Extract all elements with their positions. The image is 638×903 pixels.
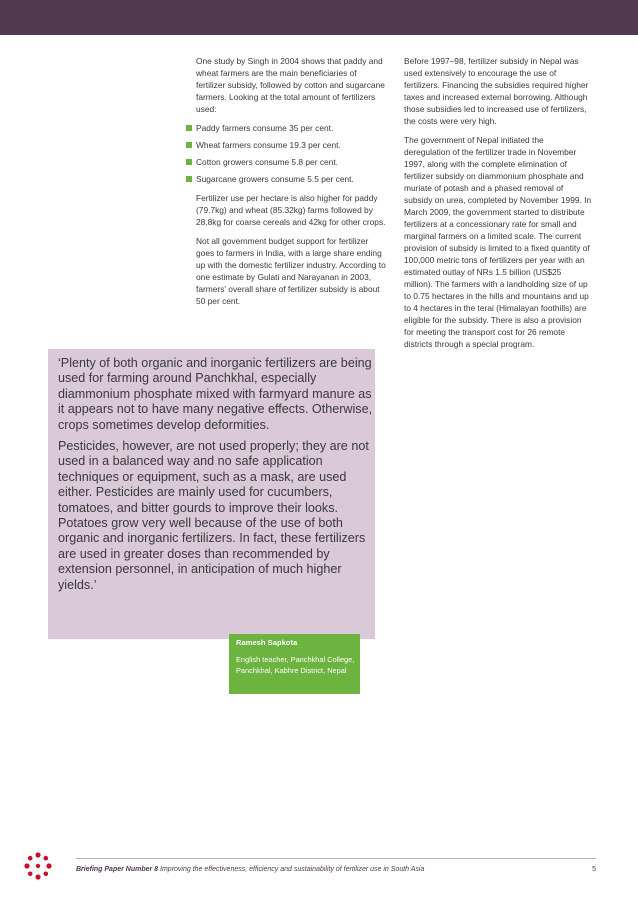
nepal-deregulation-paragraph: The government of Nepal initiated the deregulation of the fertilizer trade in November 1997, along with the complete elimination of fertilizer subsidy on diammonium phosphate and muriate of potash and a phased removal of subsidy on urea, completed by November 1999. In March 2009, the government started to distribute fertilizers at a concessionary rate for small and marginal farmers on a limited scale. The current provision of subsidy is limited to a fixed quantity of 100,000 metric tons of fertilizers per year with an estimated outlay of NRs 1.5 billion (US$25 million). The farmers with a landholding size of up to 0.75 hectares in the hills and mountains and up to 4 hectares in the terai (Himalayan foothills) are eligible for the subsidy. There is also a provision for meeting the transport cost for 26 remote districts through a special program.: [404, 135, 592, 349]
fertilizer-per-hectare-paragraph: Fertilizer use per hectare is also higher for paddy (79.7kg) and wheat (85.32kg) farms followed by 28.8kg for coarse cereals and 42kg for other crops.: [196, 193, 386, 227]
bullet-square-icon: [186, 176, 192, 182]
quote-text: [58, 356, 374, 599]
quote-paragraph-1: ‘Plenty of both organic and inorganic fertilizers are being used for farming around Panchkhal, especially diammonium phosphate mixed with farmyard manure as it appears not to have many negative effects. Otherwise, crops sometimes develop deformities.: [58, 356, 373, 432]
list-item: Cotton growers consume 5.8 per cent.: [186, 156, 386, 168]
bullet-square-icon: [186, 142, 192, 148]
bullet-square-icon: [186, 159, 192, 165]
top-banner: [0, 0, 638, 35]
quote-attribution: [229, 634, 360, 694]
quote-paragraph-2: Pesticides, however, are not used properly; they are not used in a balanced way and no safe application techniques or equipment, such as a mask, are used either. Pesticides are mainly used for cucumbers, tomatoes, and bitter gourds to improve their looks. Potatoes grow very well because of the use of both organic and inorganic fertilizers. In fact, these fertilizers are used in greater doses than recommended by extension personnel, in anticipation of much higher yields.’: [58, 439, 369, 592]
consumption-list: [196, 122, 386, 185]
attribution-role: English teacher, Panchkhal College, Panchkhal, Kabhre District, Nepal: [236, 655, 355, 675]
right-text-column: [404, 55, 592, 357]
flower-logo-icon: [24, 852, 52, 880]
footer-series: Briefing Paper Number 8: [76, 866, 159, 873]
page-number: 5: [592, 866, 596, 873]
bullet-square-icon: [186, 125, 192, 131]
list-item: Sugarcane growers consume 5.5 per cent.: [186, 173, 386, 185]
list-item: Wheat farmers consume 19.3 per cent.: [186, 139, 386, 151]
list-item: Paddy farmers consume 35 per cent.: [186, 122, 386, 134]
budget-support-paragraph: Not all government budget support for fertilizer goes to farmers in India, with a large share ending up with the domestic fertilizer industry. According to one estimate by Gulati and Narayanan in 2003, farmers' overall share of fertilizer subsidy is about 50 per cent.: [196, 236, 386, 306]
footer-divider: [76, 858, 596, 859]
intro-paragraph: One study by Singh in 2004 shows that paddy and wheat farmers are the main beneficiaries of fertilizer subsidy, followed by cotton and sugarcane farmers. Looking at the total amount of fertilizers used:: [196, 56, 385, 114]
page-footer: [76, 866, 596, 873]
nepal-subsidy-paragraph: Before 1997–98, fertilizer subsidy in Nepal was used extensively to encourage the use of fertilizers. Financing the subsidies required higher taxes and increased external borrowing. Although those subsidies led to increased use of fertilizers, the costs were very high.: [404, 56, 589, 126]
left-text-column: [196, 55, 386, 314]
footer-title: Improving the effectiveness, efficiency and sustainability of fertilizer use in South Asia: [160, 866, 425, 873]
attribution-name: Ramesh Sapkota: [236, 638, 298, 647]
